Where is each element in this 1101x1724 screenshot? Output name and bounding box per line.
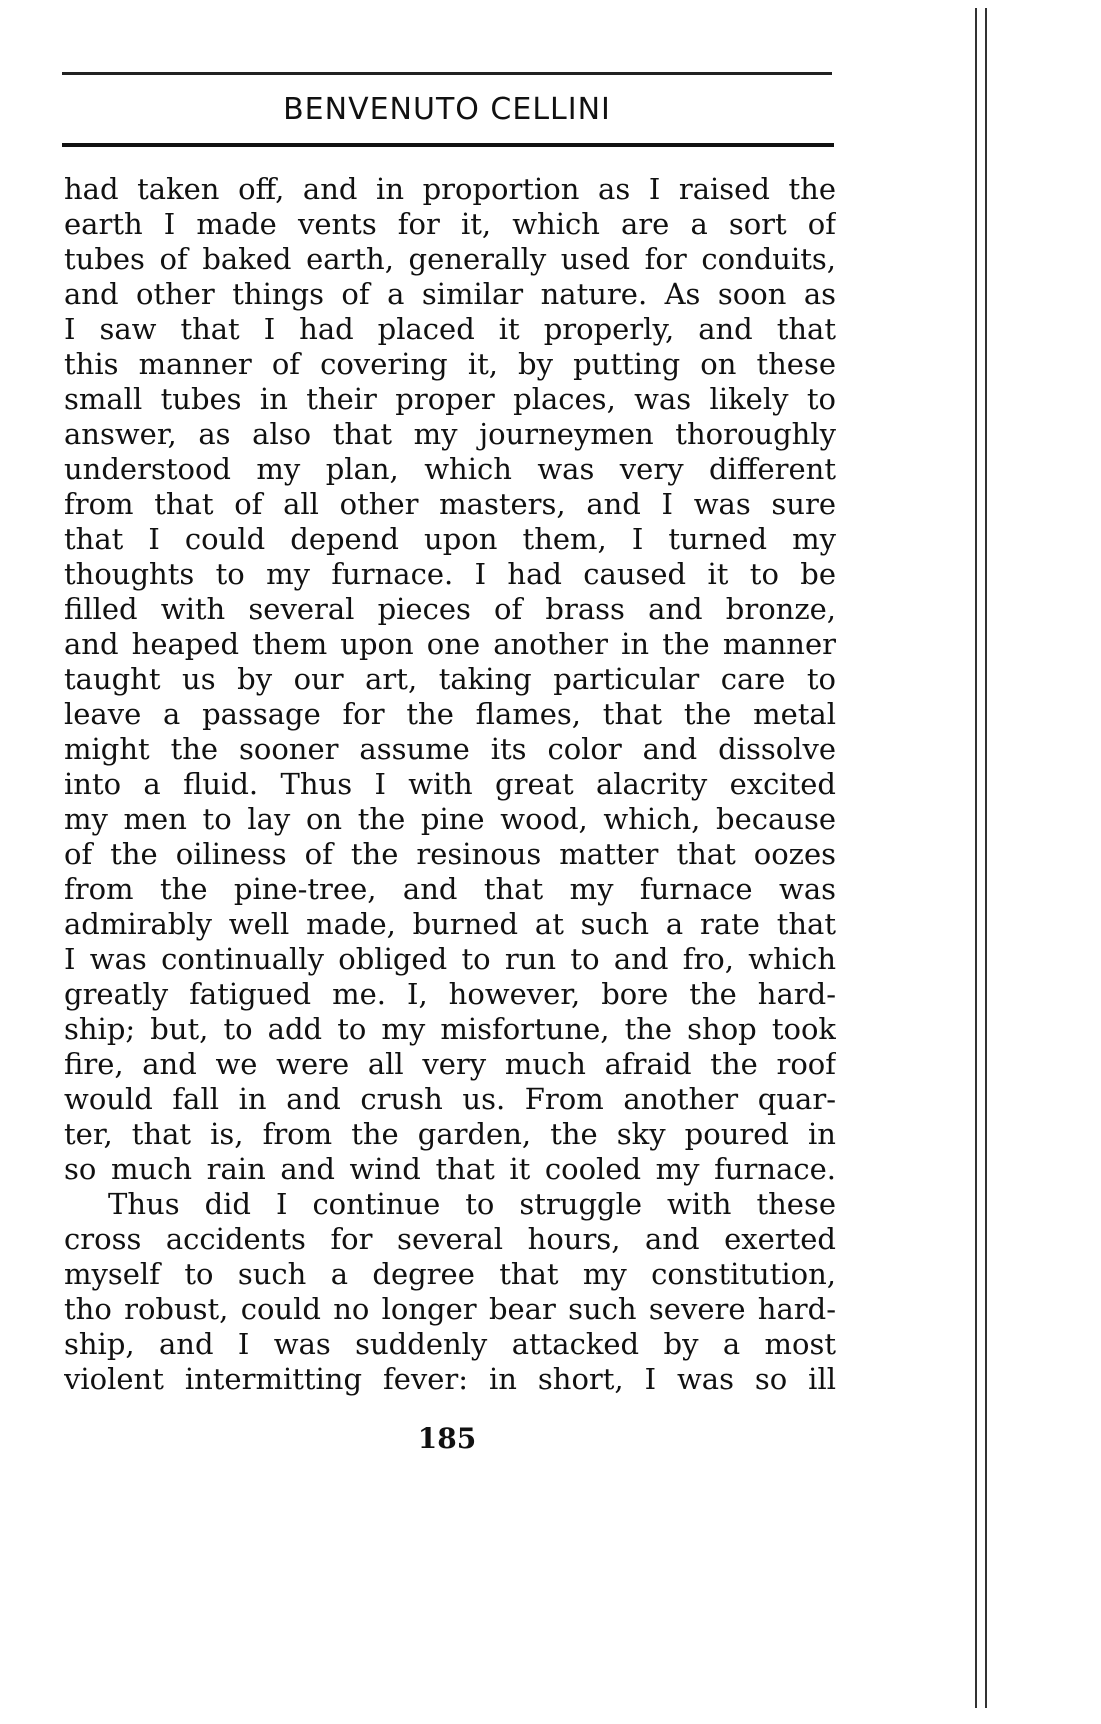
text-line: would fall in and crush us. From another quar-	[64, 1082, 836, 1116]
text-line: leave a passage for the flames, that the metal	[64, 697, 836, 731]
text-line: violent intermitting fever: in short, I was so ill	[64, 1362, 836, 1396]
text-line: earth I made vents for it, which are a sort of	[64, 207, 836, 241]
text-line: and other things of a similar nature. As soon as	[64, 277, 836, 311]
text-line: this manner of covering it, by putting on these	[64, 347, 836, 381]
text-line: had taken off, and in proportion as I raised the	[64, 172, 836, 206]
text-line: cross accidents for several hours, and exerted	[64, 1222, 836, 1256]
header-rule-top	[62, 72, 832, 75]
text-line: answer, as also that my journeymen thoroughly	[64, 417, 836, 451]
text-line: and heaped them upon one another in the manner	[64, 627, 836, 661]
text-line: from that of all other masters, and I was sure	[64, 487, 836, 521]
binding-edge-line	[985, 8, 987, 1708]
text-line: ter, that is, from the garden, the sky poured in	[64, 1117, 836, 1151]
header-rule-bottom	[62, 143, 834, 147]
text-line: small tubes in their proper places, was likely to	[64, 382, 836, 416]
paragraph-2	[64, 1187, 836, 1397]
page-number: 185	[417, 1422, 477, 1455]
text-line: filled with several pieces of brass and bronze,	[64, 592, 836, 626]
text-line: so much rain and wind that it cooled my furnace.	[64, 1152, 836, 1186]
running-head: BENVENUTO CELLINI	[283, 92, 611, 127]
text-line: I was continually obliged to run to and fro, which	[64, 942, 836, 976]
text-line: fire, and we were all very much afraid the roof	[64, 1047, 836, 1081]
text-line: understood my plan, which was very different	[64, 452, 836, 486]
text-line: tubes of baked earth, generally used for conduits,	[64, 242, 836, 276]
text-line: of the oiliness of the resinous matter that oozes	[64, 837, 836, 871]
text-line: ship; but, to add to my misfortune, the shop took	[64, 1012, 836, 1046]
text-line: greatly fatigued me. I, however, bore the hard-	[64, 977, 836, 1011]
text-line: admirably well made, burned at such a rate that	[64, 907, 836, 941]
text-line: myself to such a degree that my constitution,	[64, 1257, 836, 1291]
text-line: tho robust, could no longer bear such severe hard-	[64, 1292, 836, 1326]
body-text	[64, 172, 836, 1397]
text-line: Thus did I continue to struggle with these	[108, 1187, 836, 1221]
text-line: might the sooner assume its color and dissolve	[64, 732, 836, 766]
binding-edge-line	[975, 8, 977, 1708]
text-line: from the pine-tree, and that my furnace was	[64, 872, 836, 906]
text-line: I saw that I had placed it properly, and that	[64, 312, 836, 346]
text-line: taught us by our art, taking particular care to	[64, 662, 836, 696]
text-line: into a fluid. Thus I with great alacrity excited	[64, 767, 836, 801]
text-line: that I could depend upon them, I turned my	[64, 522, 836, 556]
text-line: thoughts to my furnace. I had caused it to be	[64, 557, 836, 591]
paragraph-1	[64, 172, 836, 1187]
text-line: my men to lay on the pine wood, which, because	[64, 802, 836, 836]
text-line: ship, and I was suddenly attacked by a most	[64, 1327, 836, 1361]
